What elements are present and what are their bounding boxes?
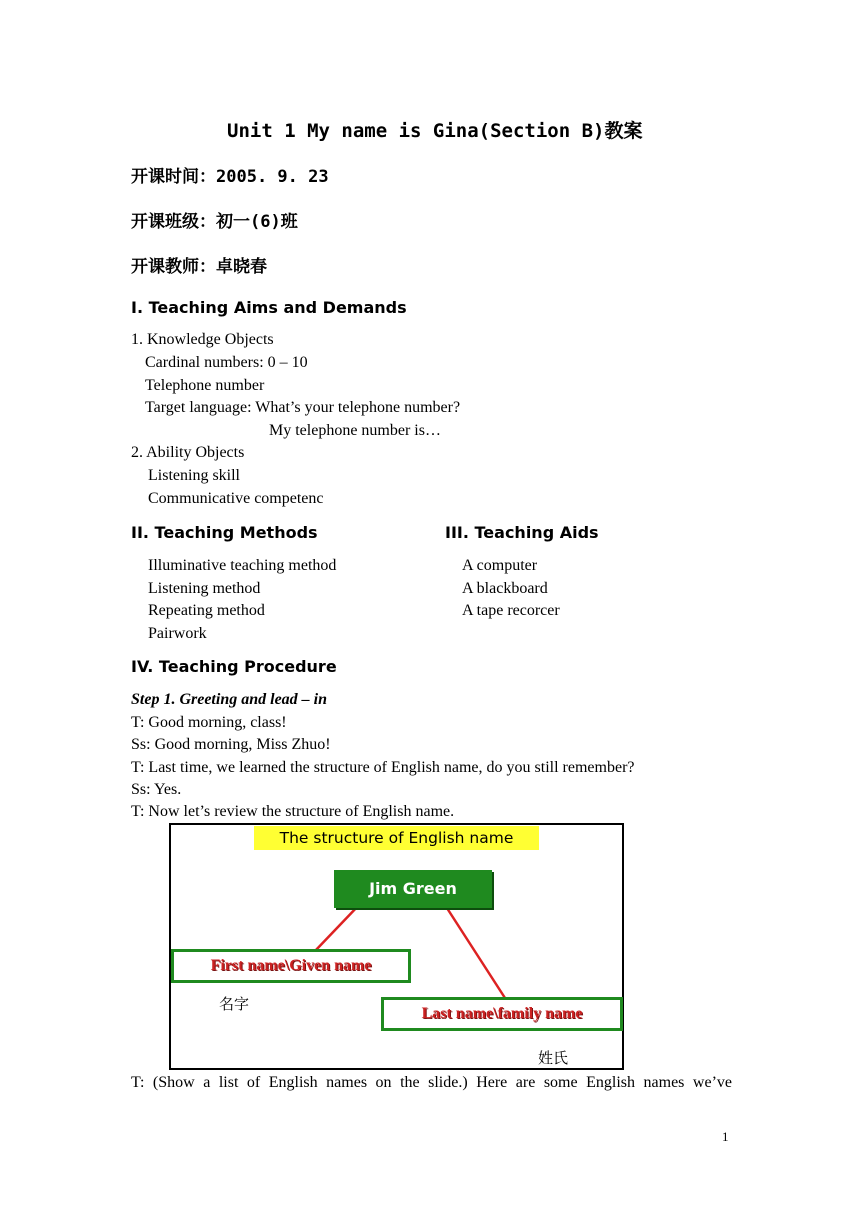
section-heading-aids: III. Teaching Aids: [445, 523, 599, 542]
list-item: A blackboard: [462, 580, 548, 597]
class-time: 开课时间：2005. 9. 23: [131, 167, 329, 187]
list-item: My telephone number is…: [269, 422, 441, 439]
dialogue-line: Ss: Yes.: [131, 781, 182, 798]
list-item: Telephone number: [145, 377, 265, 394]
first-name-box: First name\Given name: [171, 949, 411, 983]
dialogue-line: T: Last time, we learned the structure of English name, do you still remember?: [131, 759, 635, 776]
dialogue-line: T: Good morning, class!: [131, 714, 287, 731]
list-item: Repeating method: [148, 602, 265, 619]
list-item: Pairwork: [148, 625, 207, 642]
list-item: Illuminative teaching method: [148, 557, 337, 574]
name-structure-diagram: [169, 823, 624, 1070]
connector-line-first-name: [315, 905, 359, 951]
list-item: Listening skill: [148, 467, 240, 484]
list-item: Cardinal numbers: 0 – 10: [145, 354, 308, 371]
dialogue-line: Ss: Good morning, Miss Zhuo!: [131, 736, 331, 753]
class-teacher: 开课教师：卓晓春: [131, 257, 267, 277]
list-item: A tape recorcer: [462, 602, 560, 619]
page-number: 1: [722, 1129, 729, 1144]
step-heading: Step 1. Greeting and lead – in: [131, 691, 328, 708]
last-name-box: Last name\family name: [381, 997, 623, 1031]
list-item: Listening method: [148, 580, 261, 597]
list-item: 1. Knowledge Objects: [131, 331, 274, 348]
list-item: 2. Ability Objects: [131, 444, 245, 461]
section-heading-aims: I. Teaching Aims and Demands: [131, 298, 407, 317]
dialogue-line: T: Now let’s review the structure of English name.: [131, 803, 455, 820]
list-item: A computer: [462, 557, 538, 574]
dialogue-line: T: (Show a list of English names on the slide.) Here are some English names we’ve: [131, 1074, 732, 1091]
section-heading-procedure: IV. Teaching Procedure: [131, 657, 337, 676]
document-title: Unit 1 My name is Gina(Section B)教案: [227, 120, 643, 142]
connector-line-last-name: [445, 905, 505, 998]
class-grade: 开课班级：初一(6)班: [131, 212, 298, 232]
diagram-title: The structure of English name: [254, 826, 539, 850]
section-heading-methods: II. Teaching Methods: [131, 523, 318, 542]
list-item: Target language: What’s your telephone number?: [145, 399, 461, 416]
first-name-chinese-label: 名字: [219, 995, 250, 1013]
diagram-connectors: [171, 825, 622, 1068]
list-item: Communicative competenc: [148, 490, 324, 507]
last-name-chinese-label: 姓氏: [538, 1049, 569, 1067]
diagram-root-name: Jim Green: [334, 870, 492, 908]
